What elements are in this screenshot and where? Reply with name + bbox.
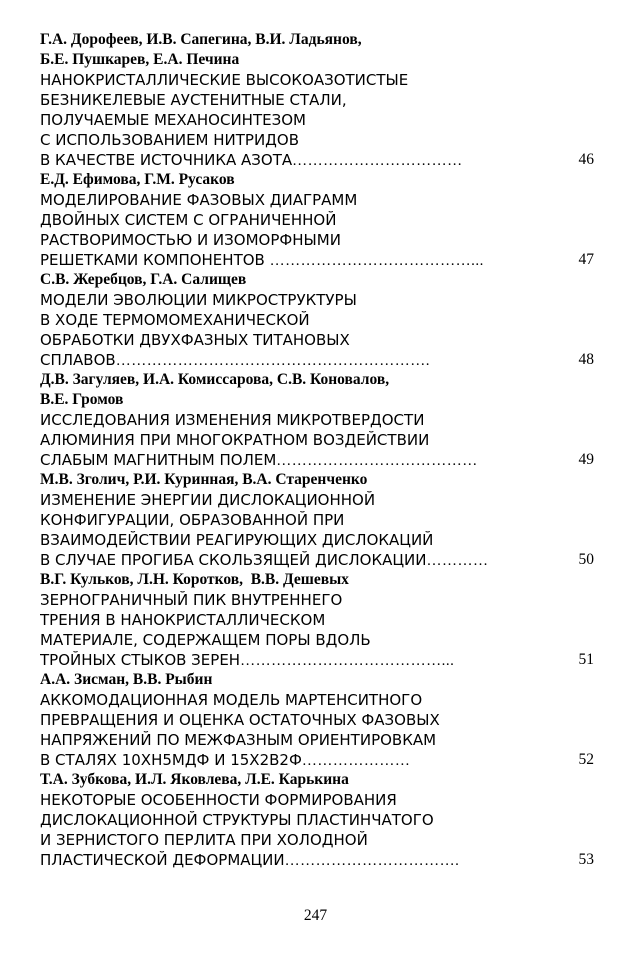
- entry-last-line: [40, 650, 594, 670]
- entry-title-line: С ИСПОЛЬЗОВАНИЕМ НИТРИДОВ: [40, 131, 299, 149]
- entry-page-number: 52: [578, 751, 594, 768]
- entry-title-line: МОДЕЛИ ЭВОЛЮЦИИ МИКРОСТРУКТУРЫ: [40, 291, 357, 309]
- entry-title-line: В КАЧЕСТВЕ ИСТОЧНИКА АЗОТА: [40, 151, 293, 169]
- entry-last-line: [40, 250, 594, 270]
- entry-authors: М.В. Зголич, Р.И. Куринная, В.А. Старенченко: [40, 471, 368, 488]
- entry-last-line: [40, 150, 594, 170]
- toc-entry: [40, 570, 594, 670]
- entry-title-line: В СЛУЧАЕ ПРОГИБА СКОЛЬЗЯЩЕЙ ДИСЛОКАЦИИ: [40, 551, 427, 569]
- entry-title-line: БЕЗНИКЕЛЕВЫЕ АУСТЕНИТНЫЕ СТАЛИ,: [40, 91, 347, 109]
- entry-last-line: [40, 550, 594, 570]
- dot-leader: …………………………………...: [240, 653, 455, 669]
- dot-leader: …………………………………...: [269, 253, 484, 269]
- entry-page-number: 50: [578, 551, 594, 568]
- entry-title-line: МАТЕРИАЛЕ, СОДЕРЖАЩЕМ ПОРЫ ВДОЛЬ: [40, 631, 371, 649]
- toc-entry: [40, 470, 594, 570]
- entry-authors: Д.В. Загуляев, И.А. Комиссарова, С.В. Коновалов,: [40, 371, 390, 388]
- entry-page-number: 47: [578, 251, 594, 268]
- entry-page-number: 53: [578, 851, 594, 868]
- entry-authors: А.А. Зисман, В.В. Рыбин: [40, 671, 213, 688]
- entry-title-line: НАПРЯЖЕНИЙ ПО МЕЖФАЗНЫМ ОРИЕНТИРОВКАМ: [40, 731, 437, 749]
- entry-title-line: ТРОЙНЫХ СТЫКОВ ЗЕРЕН: [40, 651, 241, 669]
- entry-last-line: [40, 750, 594, 770]
- entry-last-line: [40, 450, 594, 470]
- entry-title-line: ОБРАБОТКИ ДВУХФАЗНЫХ ТИТАНОВЫХ: [40, 331, 350, 349]
- toc-entry: [40, 170, 594, 270]
- entry-title-line: И ЗЕРНИСТОГО ПЕРЛИТА ПРИ ХОЛОДНОЙ: [40, 831, 368, 849]
- dot-leader: …………………: [301, 753, 411, 769]
- entry-last-line: [40, 350, 594, 370]
- page-number: 247: [303, 907, 328, 924]
- entry-authors: В.Г. Кульков, Л.Н. Коротков, В.В. Дешевых: [40, 571, 349, 588]
- entry-title-line: ПРЕВРАЩЕНИЯ И ОЦЕНКА ОСТАТОЧНЫХ ФАЗОВЫХ: [40, 711, 440, 729]
- entry-title-line: НАНОКРИСТАЛЛИЧЕСКИЕ ВЫСОКОАЗОТИСТЫЕ: [40, 71, 409, 89]
- entry-title-line: ДИСЛОКАЦИОННОЙ СТРУКТУРЫ ПЛАСТИНЧАТОГО: [40, 811, 434, 829]
- entry-last-line: [40, 850, 594, 870]
- table-of-contents: [40, 30, 594, 870]
- entry-authors: Е.Д. Ефимова, Г.М. Русаков: [40, 171, 235, 188]
- entry-title-line: НЕКОТОРЫЕ ОСОБЕННОСТИ ФОРМИРОВАНИЯ: [40, 791, 397, 809]
- entry-authors: Г.А. Дорофеев, И.В. Сапегина, В.И. Ладьянов,: [40, 31, 362, 48]
- entry-title-line: В ХОДЕ ТЕРМОМОМЕХАНИЧЕСКОЙ: [40, 311, 310, 329]
- entry-title-line: АККОМОДАЦИОННАЯ МОДЕЛЬ МАРТЕНСИТНОГО: [40, 691, 423, 709]
- toc-entry: [40, 270, 594, 370]
- toc-entry: [40, 670, 594, 770]
- entry-title-line: ИССЛЕДОВАНИЯ ИЗМЕНЕНИЯ МИКРОТВЕРДОСТИ: [40, 411, 425, 429]
- entry-page-number: 48: [578, 351, 594, 368]
- toc-entry: [40, 30, 594, 170]
- entry-title-line: КОНФИГУРАЦИИ, ОБРАЗОВАННОЙ ПРИ: [40, 511, 345, 529]
- entry-title-line: ПЛАСТИЧЕСКОЙ ДЕФОРМАЦИИ: [40, 851, 285, 869]
- entry-page-number: 46: [578, 151, 594, 168]
- entry-title-line: СЛАБЫМ МАГНИТНЫМ ПОЛЕМ: [40, 451, 277, 469]
- toc-entry: [40, 770, 594, 870]
- entry-title-line: ДВОЙНЫХ СИСТЕМ С ОГРАНИЧЕННОЙ: [40, 211, 337, 229]
- entry-title-line: ЗЕРНОГРАНИЧНЫЙ ПИК ВНУТРЕННЕГО: [40, 591, 343, 609]
- dot-leader: …………………………….: [284, 853, 460, 869]
- toc-entry: [40, 370, 594, 470]
- entry-title-line: ПОЛУЧАЕМЫЕ МЕХАНОСИНТЕЗОМ: [40, 111, 306, 129]
- entry-title-line: ИЗМЕНЕНИЕ ЭНЕРГИИ ДИСЛОКАЦИОННОЙ: [40, 491, 376, 509]
- entry-title-line: РЕШЕТКАМИ КОМПОНЕНТОВ: [40, 251, 265, 269]
- entry-title-line: АЛЮМИНИЯ ПРИ МНОГОКРАТНОМ ВОЗДЕЙСТВИИ: [40, 431, 430, 449]
- entry-title-line: ТРЕНИЯ В НАНОКРИСТАЛЛИЧЕСКОМ: [40, 611, 326, 629]
- entry-page-number: 49: [578, 451, 594, 468]
- dot-leader: …………………………………………………….: [115, 353, 430, 369]
- entry-authors: В.Е. Громов: [40, 391, 124, 408]
- entry-authors: С.В. Жеребцов, Г.А. Салищев: [40, 271, 247, 288]
- entry-title-line: ВЗАИМОДЕЙСТВИИ РЕАГИРУЮЩИХ ДИСЛОКАЦИЙ: [40, 531, 434, 549]
- entry-authors: Т.А. Зубкова, И.Л. Яковлева, Л.Е. Карькина: [40, 771, 349, 788]
- dot-leader: …………………………………: [276, 453, 478, 469]
- entry-page-number: 51: [578, 651, 594, 668]
- entry-title-line: МОДЕЛИРОВАНИЕ ФАЗОВЫХ ДИАГРАММ: [40, 191, 358, 209]
- dot-leader: ……………………………: [292, 153, 463, 169]
- entry-title-line: СПЛАВОВ: [40, 351, 116, 369]
- dot-leader: …………: [426, 553, 489, 569]
- entry-title-line: В СТАЛЯХ 10ХН5МДФ И 15Х2В2Ф: [40, 751, 302, 769]
- entry-authors: Б.Е. Пушкарев, Е.А. Печина: [40, 51, 240, 68]
- entry-title-line: РАСТВОРИМОСТЬЮ И ИЗОМОРФНЫМИ: [40, 231, 341, 249]
